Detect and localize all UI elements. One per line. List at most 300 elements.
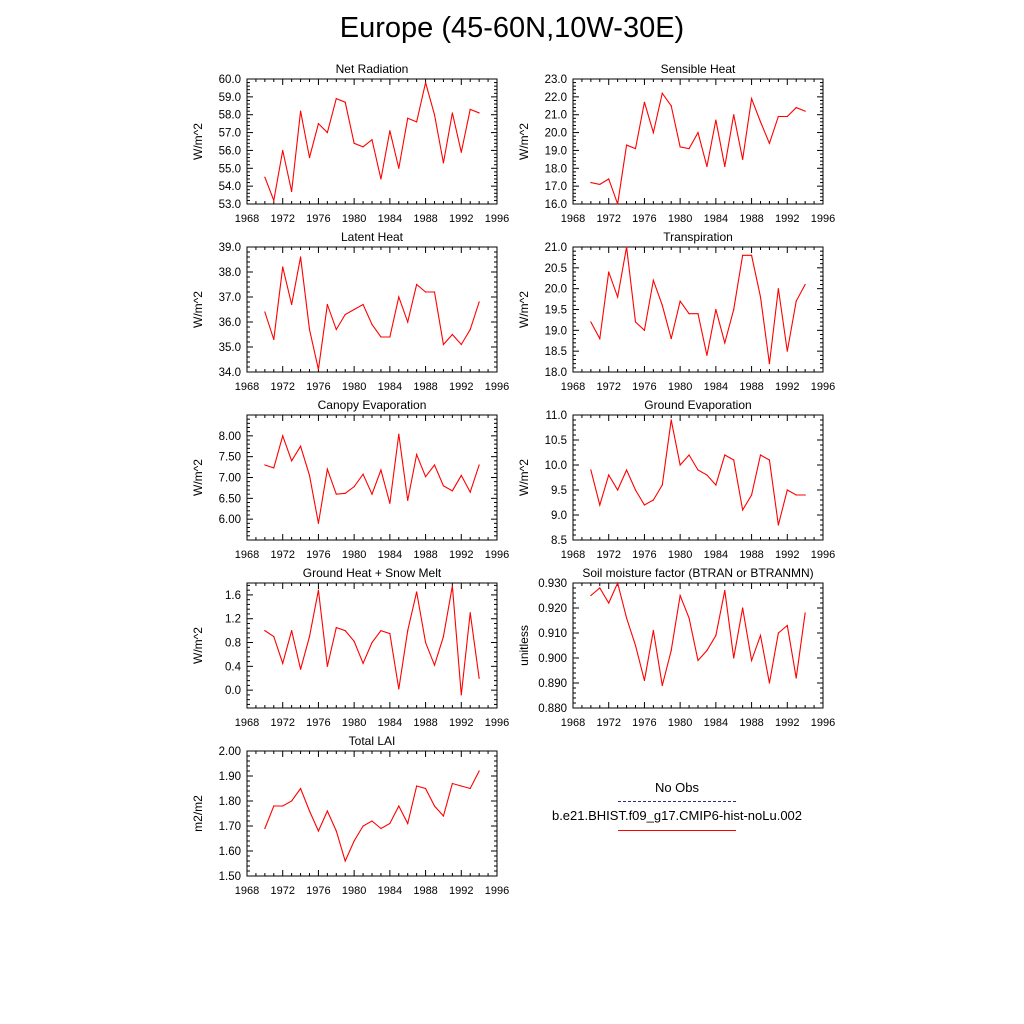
data-point [300, 788, 301, 789]
legend-model-line [618, 830, 736, 831]
data-point [318, 523, 319, 524]
y-axis-label: m2/m2 [191, 795, 205, 832]
y-axis-label: W/m^2 [191, 627, 205, 664]
panel-sensible-heat [517, 62, 835, 225]
data-point [398, 434, 399, 435]
data-point [461, 344, 462, 345]
data-point [345, 102, 346, 103]
data-point [309, 636, 310, 637]
data-point [715, 309, 716, 310]
data-point [608, 474, 609, 475]
y-tick-label: 57.0 [218, 127, 241, 140]
x-tick-label: 1972 [270, 885, 295, 897]
data-point [653, 280, 654, 281]
data-point [796, 301, 797, 302]
page-title: Europe (45-60N,10W-30E) [339, 12, 685, 44]
y-tick-label: 8.5 [551, 535, 567, 547]
data-point [706, 355, 707, 356]
data-point [706, 166, 707, 167]
x-tick-label: 1992 [775, 213, 800, 225]
y-tick-label: 7.00 [218, 472, 241, 485]
y-axis-label: W/m^2 [517, 291, 531, 328]
data-point [389, 503, 390, 504]
series-line [265, 771, 479, 861]
y-tick-label: 0.890 [538, 678, 567, 690]
y-axis-label: W/m^2 [517, 459, 531, 496]
data-point [300, 669, 301, 670]
data-point [662, 685, 663, 686]
data-point [787, 116, 788, 117]
data-point [282, 663, 283, 664]
data-point [407, 823, 408, 824]
plot-frame [247, 247, 497, 372]
data-point [805, 612, 806, 613]
data-point [617, 582, 618, 583]
y-tick-label: 0.0 [225, 685, 241, 698]
data-point [336, 830, 337, 831]
y-tick-label: 0.4 [225, 661, 241, 674]
data-point [599, 587, 600, 588]
data-point [327, 666, 328, 667]
data-point [309, 157, 310, 158]
x-tick-label: 1988 [413, 381, 438, 393]
y-tick-label: 0.910 [538, 628, 567, 640]
data-point [300, 446, 301, 447]
y-tick-label: 19.0 [544, 325, 567, 338]
data-point [769, 143, 770, 144]
x-tick-label: 1980 [667, 381, 693, 393]
data-point [751, 255, 752, 256]
x-tick-label: 1972 [596, 717, 621, 729]
x-tick-label: 1988 [413, 213, 438, 225]
data-point [273, 636, 274, 637]
data-point [318, 123, 319, 124]
x-tick-label: 1980 [341, 717, 367, 729]
data-point [354, 143, 355, 144]
y-tick-label: 0.930 [538, 578, 567, 590]
data-point [742, 509, 743, 510]
data-point [434, 665, 435, 666]
x-tick-label: 1968 [560, 381, 586, 393]
y-tick-label: 7.50 [218, 451, 241, 464]
x-tick-label: 1984 [703, 213, 729, 225]
y-tick-label: 37.0 [218, 292, 241, 304]
data-point [470, 491, 471, 492]
x-tick-label: 1968 [234, 549, 260, 561]
data-point [362, 304, 363, 305]
data-point [380, 178, 381, 179]
y-tick-label: 16.0 [544, 199, 567, 211]
data-point [688, 313, 689, 314]
panel-transpiration [517, 230, 835, 393]
data-point [461, 694, 462, 695]
x-tick-label: 1984 [703, 381, 729, 393]
x-tick-label: 1996 [484, 213, 510, 225]
data-point [644, 504, 645, 505]
panel-ground-heat-snow-melt [191, 566, 509, 729]
data-point [644, 330, 645, 331]
data-point [805, 284, 806, 285]
y-tick-label: 0.8 [225, 637, 241, 650]
y-axis-label: W/m^2 [517, 123, 531, 160]
data-point [724, 590, 725, 591]
series-line [265, 257, 479, 370]
data-point [796, 677, 797, 678]
x-tick-label: 1968 [234, 717, 260, 729]
y-tick-label: 19.0 [544, 145, 567, 158]
data-point [282, 805, 283, 806]
y-axis-label: W/m^2 [191, 291, 205, 328]
data-point [273, 805, 274, 806]
data-point [805, 494, 806, 495]
data-point [590, 469, 591, 470]
data-point [760, 635, 761, 636]
y-tick-label: 20.5 [544, 262, 567, 275]
x-tick-label: 1980 [341, 885, 367, 897]
series-line [591, 420, 805, 525]
x-tick-label: 1972 [270, 213, 295, 225]
panel-net-radiation [191, 62, 509, 225]
data-point [787, 351, 788, 352]
y-tick-label: 1.90 [218, 771, 241, 783]
data-point [769, 682, 770, 683]
data-point [264, 630, 265, 631]
data-point [617, 296, 618, 297]
data-point [796, 494, 797, 495]
y-tick-label: 23.0 [544, 74, 567, 86]
panel-title: Net Radiation [335, 62, 409, 76]
data-point [590, 595, 591, 596]
data-point [470, 109, 471, 110]
x-tick-label: 1976 [306, 381, 331, 393]
data-point [291, 800, 292, 801]
x-tick-label: 1988 [413, 885, 438, 897]
y-tick-label: 1.60 [218, 846, 241, 858]
data-point [805, 111, 806, 112]
y-tick-label: 11.0 [545, 410, 567, 422]
data-point [787, 625, 788, 626]
y-tick-label: 54.0 [218, 181, 241, 194]
y-axis-label: W/m^2 [191, 459, 205, 496]
panel-title: Soil moisture factor (BTRAN or BTRANMN) [582, 566, 814, 580]
x-tick-label: 1976 [632, 549, 657, 561]
data-point [273, 467, 274, 468]
data-point [362, 474, 363, 475]
x-tick-label: 1988 [739, 717, 764, 729]
data-point [318, 369, 319, 370]
y-tick-label: 1.50 [218, 871, 241, 883]
data-point [354, 641, 355, 642]
data-point [590, 182, 591, 183]
data-point [362, 825, 363, 826]
y-tick-label: 58.0 [218, 109, 241, 122]
data-point [608, 178, 609, 179]
data-point [273, 339, 274, 340]
y-tick-label: 55.0 [218, 163, 241, 176]
data-point [742, 607, 743, 608]
data-point [443, 344, 444, 345]
x-tick-label: 1972 [270, 381, 295, 393]
data-point [479, 464, 480, 465]
data-point [635, 148, 636, 149]
data-point [362, 146, 363, 147]
panel-title: Total LAI [348, 734, 396, 748]
data-point [398, 688, 399, 689]
data-point [662, 93, 663, 94]
data-point [309, 475, 310, 476]
data-point [264, 828, 265, 829]
y-tick-label: 21.0 [544, 242, 567, 254]
data-point [443, 162, 444, 163]
data-point [733, 657, 734, 658]
plot-frame [247, 583, 497, 708]
data-point [425, 788, 426, 789]
y-tick-label: 22.0 [544, 91, 567, 104]
data-point [291, 191, 292, 192]
data-point [724, 454, 725, 455]
data-point [291, 460, 292, 461]
data-point [479, 112, 480, 113]
data-point [425, 82, 426, 83]
data-point [751, 494, 752, 495]
y-tick-label: 10.5 [544, 435, 567, 447]
panel-title: Ground Evaporation [644, 398, 752, 412]
data-point [425, 642, 426, 643]
data-point [617, 203, 618, 204]
data-point [461, 785, 462, 786]
data-point [470, 612, 471, 613]
x-tick-label: 1968 [234, 213, 260, 225]
data-point [671, 105, 672, 106]
data-point [345, 630, 346, 631]
data-point [680, 301, 681, 302]
data-point [724, 166, 725, 167]
data-point [371, 820, 372, 821]
data-point [635, 645, 636, 646]
data-point [787, 489, 788, 490]
data-point [434, 464, 435, 465]
x-tick-label: 1992 [449, 885, 474, 897]
data-point [644, 680, 645, 681]
series-line [591, 93, 805, 204]
y-tick-label: 17.0 [544, 181, 567, 194]
data-point [407, 321, 408, 322]
x-tick-label: 1984 [703, 717, 729, 729]
data-point [778, 116, 779, 117]
data-point [345, 860, 346, 861]
data-point [760, 296, 761, 297]
x-tick-label: 1972 [596, 381, 621, 393]
data-point [680, 146, 681, 147]
series-line [265, 83, 479, 201]
data-point [688, 617, 689, 618]
data-point [264, 311, 265, 312]
data-point [416, 284, 417, 285]
data-point [751, 660, 752, 661]
data-point [327, 469, 328, 470]
y-tick-label: 34.0 [218, 367, 241, 379]
y-tick-label: 10.0 [544, 460, 567, 472]
panel-ground-evaporation [517, 398, 835, 561]
x-tick-label: 1980 [667, 717, 693, 729]
data-point [336, 329, 337, 330]
y-tick-label: 2.00 [218, 746, 241, 758]
data-point [715, 484, 716, 485]
x-tick-label: 1976 [632, 717, 657, 729]
data-point [443, 636, 444, 637]
data-point [796, 107, 797, 108]
data-point [599, 184, 600, 185]
data-point [662, 305, 663, 306]
x-tick-label: 1980 [341, 549, 367, 561]
data-point [724, 342, 725, 343]
data-point [715, 119, 716, 120]
data-point [336, 627, 337, 628]
data-point [778, 288, 779, 289]
x-tick-label: 1996 [810, 381, 836, 393]
data-point [751, 98, 752, 99]
y-axis-label: W/m^2 [191, 123, 205, 160]
data-point [590, 321, 591, 322]
y-tick-label: 9.5 [551, 485, 567, 497]
data-point [380, 336, 381, 337]
data-point [407, 500, 408, 501]
x-tick-label: 1992 [449, 717, 474, 729]
x-tick-label: 1984 [377, 381, 403, 393]
series-line [265, 434, 479, 523]
x-tick-label: 1984 [703, 549, 729, 561]
plot-frame [247, 751, 497, 876]
data-point [470, 329, 471, 330]
data-point [742, 255, 743, 256]
x-tick-label: 1992 [775, 549, 800, 561]
y-tick-label: 1.70 [218, 821, 241, 833]
data-point [760, 121, 761, 122]
y-tick-label: 36.0 [218, 317, 241, 329]
data-point [461, 152, 462, 153]
data-point [380, 630, 381, 631]
y-tick-label: 6.00 [218, 514, 241, 527]
data-point [769, 459, 770, 460]
data-point [371, 139, 372, 140]
data-point [309, 329, 310, 330]
x-tick-label: 1972 [270, 549, 295, 561]
x-tick-label: 1992 [449, 213, 474, 225]
data-point [416, 454, 417, 455]
panel-title: Transpiration [663, 230, 733, 244]
data-point [644, 102, 645, 103]
data-point [662, 484, 663, 485]
x-tick-label: 1976 [306, 549, 331, 561]
data-point [470, 788, 471, 789]
data-point [398, 168, 399, 169]
x-tick-label: 1972 [596, 213, 621, 225]
data-point [389, 130, 390, 131]
data-point [626, 144, 627, 145]
y-tick-label: 9.0 [551, 510, 567, 522]
x-tick-label: 1980 [667, 213, 693, 225]
x-tick-label: 1988 [413, 717, 438, 729]
data-point [309, 810, 310, 811]
data-point [479, 678, 480, 679]
x-tick-label: 1984 [377, 717, 403, 729]
x-tick-label: 1980 [341, 213, 367, 225]
y-axis-label: unitless [517, 625, 531, 666]
x-tick-label: 1968 [560, 213, 586, 225]
data-point [282, 150, 283, 151]
y-tick-label: 0.920 [538, 603, 567, 615]
data-point [608, 602, 609, 603]
data-point [635, 321, 636, 322]
data-point [318, 830, 319, 831]
x-tick-label: 1988 [413, 549, 438, 561]
data-point [416, 121, 417, 122]
data-point [778, 632, 779, 633]
data-point [452, 585, 453, 586]
series-line [265, 586, 479, 695]
x-tick-label: 1996 [484, 885, 510, 897]
data-point [760, 454, 761, 455]
y-tick-label: 39.0 [218, 242, 241, 254]
panel-total-lai [191, 734, 509, 897]
data-point [452, 490, 453, 491]
data-point [389, 336, 390, 337]
data-point [452, 334, 453, 335]
legend-obs-label: No Obs [654, 780, 700, 795]
data-point [706, 474, 707, 475]
data-point [434, 114, 435, 115]
data-point [345, 314, 346, 315]
data-point [479, 301, 480, 302]
data-point [733, 309, 734, 310]
y-tick-label: 56.0 [218, 145, 241, 158]
y-tick-label: 18.0 [544, 367, 567, 379]
y-tick-label: 18.0 [544, 163, 567, 176]
data-point [425, 291, 426, 292]
data-point [345, 493, 346, 494]
y-tick-label: 20.0 [544, 127, 567, 140]
data-point [416, 785, 417, 786]
data-point [680, 595, 681, 596]
data-point [617, 489, 618, 490]
x-tick-label: 1992 [775, 381, 800, 393]
panel-title: Ground Heat + Snow Melt [302, 566, 442, 580]
data-point [398, 296, 399, 297]
data-point [742, 159, 743, 160]
y-tick-label: 21.0 [544, 109, 567, 122]
data-point [733, 114, 734, 115]
x-tick-label: 1972 [596, 549, 621, 561]
data-point [354, 309, 355, 310]
data-point [671, 419, 672, 420]
data-point [291, 304, 292, 305]
data-point [599, 504, 600, 505]
y-tick-label: 0.900 [538, 653, 567, 665]
x-tick-label: 1984 [377, 885, 403, 897]
x-tick-label: 1972 [270, 717, 295, 729]
data-point [653, 132, 654, 133]
data-point [336, 98, 337, 99]
data-point [671, 338, 672, 339]
data-point [327, 810, 328, 811]
data-point [389, 633, 390, 634]
data-point [479, 770, 480, 771]
data-point [398, 805, 399, 806]
data-point [671, 650, 672, 651]
x-tick-label: 1984 [377, 549, 403, 561]
panel-title: Sensible Heat [660, 62, 736, 76]
series-line [591, 247, 805, 364]
